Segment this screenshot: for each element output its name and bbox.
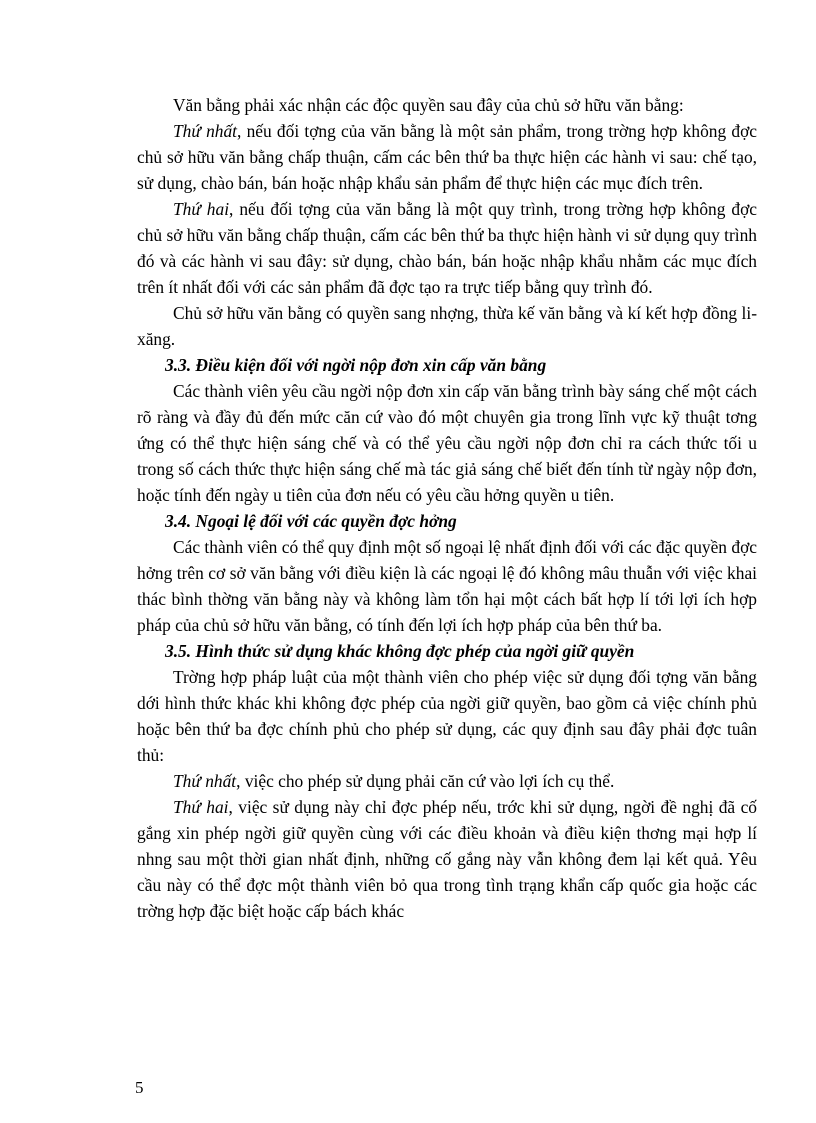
- section-heading-3-5: 3.5. Hình thức sử dụng khác không đợc phép của ngời giữ quyền: [165, 641, 635, 661]
- paragraph-text: , việc cho phép sử dụng phải căn cứ vào lợi ích cụ thể.: [236, 771, 615, 791]
- paragraph-text: , nếu đối tợng của văn bằng là một quy trình, trong trờng hợp không đợc chủ sở hữu văn bằng chấp thuận, cấm các bên thứ ba thực hiện hành vi sử dụng quy trình đó và các hành vi sau đây: sử dụng, chào bán, bán hoặc nhập khẩu nhằm các mục đích trên ít nhất đối với các sản phẩm đã đợc tạo ra trực tiếp bằng quy trình đó.: [137, 199, 757, 297]
- paragraph-second-process: [137, 196, 757, 300]
- paragraph-text: , việc sử dụng này chỉ đợc phép nếu, trớc khi sử dụng, ngời đề nghị đã cố gắng xin phép ngời giữ quyền cùng với các điều khoản và điều kiện thơng mại hợp lí nhng sau một thời gian nhất định, những cố gắng này vẫn không đem lại kết quả. Yêu cầu này có thể đợc một thành viên bỏ qua trong tình trạng khẩn cấp quốc gia hoặc các trờng hợp đặc biệt hoặc cấp bách khác: [137, 797, 757, 921]
- paragraph-text: , nếu đối tợng của văn bằng là một sản phẩm, trong trờng hợp không đợc chủ sở hữu văn bằng chấp thuận, cấm các bên thứ ba thực hiện các hành vi sau: chế tạo, sử dụng, chào bán, bán hoặc nhập khẩu sản phẩm để thực hiện các mục đích trên.: [137, 121, 757, 193]
- paragraph-second-condition: [137, 794, 757, 924]
- paragraph-disclosure: Các thành viên yêu cầu ngời nộp đơn xin cấp văn bằng trình bày sáng chế một cách rõ ràng và đầy đủ đến mức căn cứ vào đó một chuyên gia trong lĩnh vực kỹ thuật tơng ứng có thể thực hiện sáng chế và có thể yêu cầu ngời nộp đơn chỉ ra cách thức tối u trong số cách thức thực hiện sáng chế mà tác giả sáng chế biết đến tính từ ngày nộp đơn, hoặc tính đến ngày u tiên của đơn nếu có yêu cầu hởng quyền u tiên.: [137, 381, 757, 505]
- paragraph-first-product: [137, 118, 757, 196]
- section-heading-3-4: 3.4. Ngoại lệ đối với các quyền đợc hởng: [165, 511, 457, 531]
- page-number: 5: [135, 1078, 144, 1097]
- paragraph-first-condition: [137, 768, 757, 794]
- lead-first: Thứ nhất: [173, 121, 238, 141]
- paragraph-exceptions: Các thành viên có thể quy định một số ngoại lệ nhất định đối với các đặc quyền đợc hởng trên cơ sở văn bằng với điều kiện là các ngoại lệ đó không mâu thuẫn với việc khai thác bình thờng văn bằng này và không làm tổn hại một cách bất hợp lí tới lợi ích hợp pháp của chủ sở hữu văn bằng, có tính đến lợi ích hợp pháp của bên thứ ba.: [137, 537, 757, 635]
- paragraph-transfer-rights: Chủ sở hữu văn bằng có quyền sang nhợng, thừa kế văn bằng và kí kết hợp đồng li-xăng.: [137, 303, 757, 349]
- section-heading-3-3: 3.3. Điều kiện đối với ngời nộp đơn xin cấp văn bằng: [165, 355, 547, 375]
- lead-second: Thứ hai: [173, 797, 229, 817]
- paragraph-intro: Văn bằng phải xác nhận các độc quyền sau đây của chủ sở hữu văn bằng:: [173, 95, 684, 115]
- paragraph-other-use: Trờng hợp pháp luật của một thành viên cho phép việc sử dụng đối tợng văn bằng dới hình thức khác khi không đợc phép của ngời giữ quyền, bao gồm cả việc chính phủ hoặc bên thứ ba đợc chính phủ cho phép sử dụng, các quy định sau đây phải đợc tuân thủ:: [137, 667, 757, 765]
- lead-first: Thứ nhất: [173, 771, 237, 791]
- lead-second: Thứ hai: [173, 199, 230, 219]
- page-body: [137, 92, 757, 924]
